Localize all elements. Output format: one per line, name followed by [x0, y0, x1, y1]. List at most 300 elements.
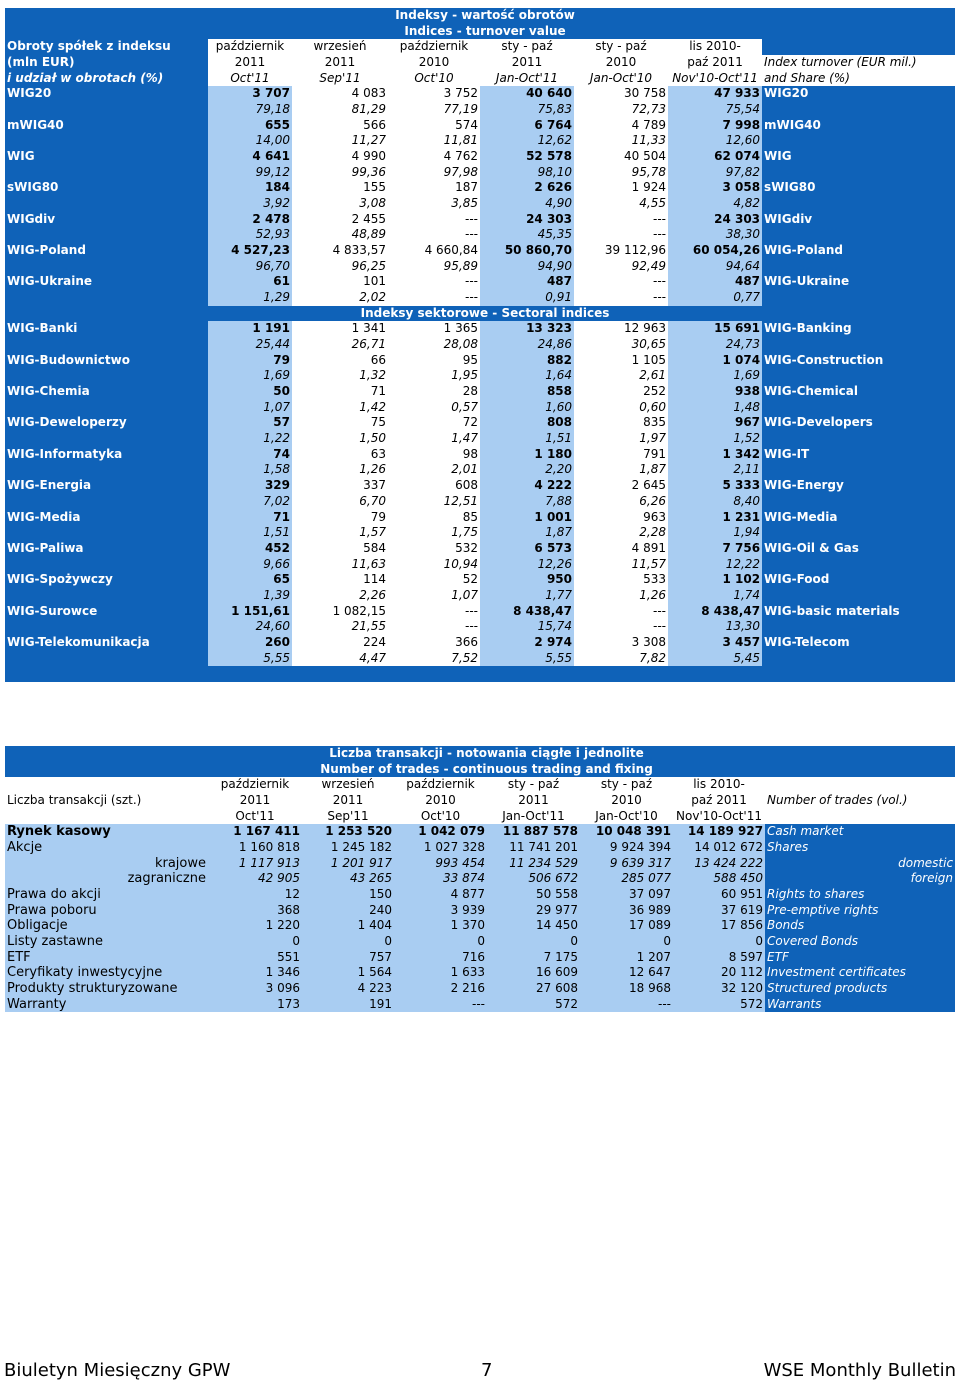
header-label: (mln EUR) [5, 55, 208, 71]
share-row [5, 196, 955, 212]
turnover-value: 4 083 [292, 86, 388, 102]
turnover-value: 65 [208, 572, 292, 588]
turnover-value: 3 752 [388, 86, 480, 102]
turnover-value: 98 [388, 447, 480, 463]
turnover-value: 1 341 [292, 321, 388, 337]
turnover-value: 584 [292, 541, 388, 557]
header-label-en: Number of trades (vol.) [765, 793, 955, 809]
index-row [5, 415, 955, 431]
footer-left: Biuletyn Miesięczny GPW [4, 1360, 231, 1381]
share-value: 92,49 [574, 259, 668, 275]
turnover-value: 75 [292, 415, 388, 431]
turnover-value: 50 [208, 384, 292, 400]
share-value: 30,65 [574, 337, 668, 353]
turnover-value: 260 [208, 635, 292, 651]
turnover-value: 4 762 [388, 149, 480, 165]
share-value: 1,48 [668, 400, 762, 416]
category-name-en: Rights to shares [765, 887, 955, 903]
blank-cell [5, 290, 208, 306]
column-header: lis 2010- [668, 39, 762, 55]
share-value: 13,30 [668, 619, 762, 635]
share-value: 12,26 [480, 557, 574, 573]
blank-cell [765, 762, 955, 778]
trades-row [5, 918, 955, 934]
trade-count: 17 856 [673, 918, 765, 934]
share-value: 94,90 [480, 259, 574, 275]
share-row [5, 431, 955, 447]
share-value: 4,47 [292, 651, 388, 667]
share-value: 1,64 [480, 368, 574, 384]
index-name: WIG-Surowce [5, 604, 208, 620]
turnover-value: 938 [668, 384, 762, 400]
blank-cell [762, 431, 955, 447]
index-row [5, 447, 955, 463]
column-header: Jan-Oct'11 [487, 809, 580, 825]
trades-row [5, 981, 955, 997]
share-value: 1,51 [480, 431, 574, 447]
turnover-value: 74 [208, 447, 292, 463]
column-header: lis 2010- [673, 777, 765, 793]
share-value: 5,45 [668, 651, 762, 667]
turnover-value: 252 [574, 384, 668, 400]
blank-cell [762, 24, 955, 40]
turnover-value: 62 074 [668, 149, 762, 165]
column-header: październik [208, 39, 292, 55]
column-header: 2011 [487, 793, 580, 809]
turnover-value: 61 [208, 274, 292, 290]
turnover-value: 1 924 [574, 180, 668, 196]
turnover-value: 40 640 [480, 86, 574, 102]
trades-row [5, 824, 955, 840]
blank-cell [762, 8, 955, 24]
column-header: sty - paź [574, 39, 668, 55]
share-row [5, 400, 955, 416]
turnover-value: 3 058 [668, 180, 762, 196]
turnover-value: 950 [480, 572, 574, 588]
turnover-value: 487 [668, 274, 762, 290]
trades-row [5, 934, 955, 950]
blank-cell [762, 494, 955, 510]
turnover-value: 4 789 [574, 118, 668, 134]
index-name: WIG-Poland [5, 243, 208, 259]
trade-count: 0 [580, 934, 673, 950]
blank-cell [762, 39, 955, 55]
index-name-en: WIG20 [762, 86, 955, 102]
turnover-value: 5 333 [668, 478, 762, 494]
trade-count: 4 877 [394, 887, 487, 903]
blank-cell [5, 227, 208, 243]
category-name: Prawa poboru [5, 903, 208, 919]
category-name: ETF [5, 950, 208, 966]
trade-count: 1 042 079 [394, 824, 487, 840]
trade-count: 12 647 [580, 965, 673, 981]
turnover-value: 532 [388, 541, 480, 557]
turnover-value: 7 756 [668, 541, 762, 557]
turnover-value: 1 001 [480, 510, 574, 526]
share-value: 1,94 [668, 525, 762, 541]
table-title: Indices - turnover value [208, 24, 762, 40]
column-header: Oct'11 [208, 809, 302, 825]
turnover-value: 2 974 [480, 635, 574, 651]
category-name-en: ETF [765, 950, 955, 966]
index-name: WIG-Deweloperzy [5, 415, 208, 431]
turnover-value: 329 [208, 478, 292, 494]
turnover-value: --- [388, 604, 480, 620]
index-name: WIG-Media [5, 510, 208, 526]
header-row [5, 793, 955, 809]
turnover-value: 95 [388, 353, 480, 369]
share-value: 14,00 [208, 133, 292, 149]
index-name-en: WIG-Chemical [762, 384, 955, 400]
share-value: 1,97 [574, 431, 668, 447]
trade-count: 11 887 578 [487, 824, 580, 840]
column-header: październik [208, 777, 302, 793]
turnover-value: --- [388, 274, 480, 290]
share-value: 1,60 [480, 400, 574, 416]
share-value: 97,82 [668, 165, 762, 181]
turnover-value: 655 [208, 118, 292, 134]
index-name-en: mWIG40 [762, 118, 955, 134]
share-value: 6,70 [292, 494, 388, 510]
share-row [5, 259, 955, 275]
share-value: 3,08 [292, 196, 388, 212]
blank-cell [762, 337, 955, 353]
category-name-en: Covered Bonds [765, 934, 955, 950]
blank-cell [762, 368, 955, 384]
share-value: 1,29 [208, 290, 292, 306]
trade-count: 33 874 [394, 871, 487, 887]
turnover-value: 224 [292, 635, 388, 651]
turnover-value: 452 [208, 541, 292, 557]
share-value: 77,19 [388, 102, 480, 118]
turnover-value: 574 [388, 118, 480, 134]
trade-count: 13 424 222 [673, 856, 765, 872]
blank-cell [765, 809, 955, 825]
column-header: paź 2011 [668, 55, 762, 71]
blank-cell [5, 431, 208, 447]
index-name-en: WIG-IT [762, 447, 955, 463]
share-value: 1,95 [388, 368, 480, 384]
turnover-value: 24 303 [480, 212, 574, 228]
footer-page-number: 7 [481, 1360, 493, 1381]
share-value: 3,92 [208, 196, 292, 212]
share-value: 1,75 [388, 525, 480, 541]
turnover-value: 187 [388, 180, 480, 196]
blank-cell [762, 462, 955, 478]
index-name: WIG-Informatyka [5, 447, 208, 463]
share-value: 9,66 [208, 557, 292, 573]
turnover-value: 2 645 [574, 478, 668, 494]
share-value: --- [388, 619, 480, 635]
share-row [5, 337, 955, 353]
turnover-value: 835 [574, 415, 668, 431]
trade-count: 572 [487, 997, 580, 1013]
index-row [5, 321, 955, 337]
blank-cell [5, 651, 208, 667]
share-value: 24,73 [668, 337, 762, 353]
header-row [5, 39, 955, 55]
share-value: 7,88 [480, 494, 574, 510]
column-header: paź 2011 [673, 793, 765, 809]
share-row [5, 227, 955, 243]
column-header: 2011 [208, 55, 292, 71]
share-value: 99,36 [292, 165, 388, 181]
title-row [5, 746, 955, 762]
turnover-value: 72 [388, 415, 480, 431]
trade-count: 14 450 [487, 918, 580, 934]
column-header: Oct'10 [388, 71, 480, 87]
share-value: --- [574, 619, 668, 635]
turnover-value: 12 963 [574, 321, 668, 337]
trade-count: 0 [487, 934, 580, 950]
turnover-value: 3 308 [574, 635, 668, 651]
trade-count: 1 207 [580, 950, 673, 966]
share-value: 38,30 [668, 227, 762, 243]
turnover-value: 155 [292, 180, 388, 196]
trade-count: 8 597 [673, 950, 765, 966]
trade-count: 1 220 [208, 918, 302, 934]
header-label: i udział w obrotach (%) [5, 71, 208, 87]
share-value: 15,74 [480, 619, 574, 635]
turnover-value: 184 [208, 180, 292, 196]
blank-cell [765, 746, 955, 762]
turnover-value: 1 102 [668, 572, 762, 588]
blank-cell [762, 290, 955, 306]
trade-count: 1 370 [394, 918, 487, 934]
share-value: 45,35 [480, 227, 574, 243]
blank-cell [762, 102, 955, 118]
blank-cell [5, 666, 955, 682]
share-row [5, 290, 955, 306]
share-value: 96,70 [208, 259, 292, 275]
filler-row [5, 666, 955, 682]
share-value: 1,69 [668, 368, 762, 384]
category-name-en: Cash market [765, 824, 955, 840]
turnover-value: 1 180 [480, 447, 574, 463]
share-value: 2,11 [668, 462, 762, 478]
trade-count: 10 048 391 [580, 824, 673, 840]
trade-count: 993 454 [394, 856, 487, 872]
turnover-value: 52 [388, 572, 480, 588]
share-value: 24,86 [480, 337, 574, 353]
turnover-value: 1 082,15 [292, 604, 388, 620]
column-header: Oct'11 [208, 71, 292, 87]
blank-cell [762, 619, 955, 635]
trade-count: 1 253 520 [302, 824, 394, 840]
share-row [5, 462, 955, 478]
turnover-value: 2 478 [208, 212, 292, 228]
share-value: 1,47 [388, 431, 480, 447]
share-value: 7,82 [574, 651, 668, 667]
index-row [5, 212, 955, 228]
turnover-value: 882 [480, 353, 574, 369]
share-value: 2,61 [574, 368, 668, 384]
column-header: 2011 [208, 793, 302, 809]
share-value: 5,55 [208, 651, 292, 667]
share-value: 96,25 [292, 259, 388, 275]
turnover-value: 114 [292, 572, 388, 588]
turnover-value: 4 891 [574, 541, 668, 557]
trade-count: 551 [208, 950, 302, 966]
trade-count: 572 [673, 997, 765, 1013]
column-header: Jan-Oct'10 [574, 71, 668, 87]
share-value: 25,44 [208, 337, 292, 353]
blank-cell [762, 400, 955, 416]
trade-count: 14 012 672 [673, 840, 765, 856]
category-name: Rynek kasowy [5, 824, 208, 840]
turnover-value: 28 [388, 384, 480, 400]
trade-count: 16 609 [487, 965, 580, 981]
trade-count: 173 [208, 997, 302, 1013]
index-name: sWIG80 [5, 180, 208, 196]
turnover-value: 337 [292, 478, 388, 494]
turnover-value: 1 105 [574, 353, 668, 369]
turnover-value: --- [574, 274, 668, 290]
index-row [5, 180, 955, 196]
share-value: 94,64 [668, 259, 762, 275]
trade-count: 1 167 411 [208, 824, 302, 840]
column-header: Jan-Oct'11 [480, 71, 574, 87]
title-row [5, 762, 955, 778]
share-value: 6,26 [574, 494, 668, 510]
trade-count: 1 117 913 [208, 856, 302, 872]
share-value: 4,90 [480, 196, 574, 212]
share-value: 1,07 [388, 588, 480, 604]
blank-cell [5, 588, 208, 604]
turnover-value: 6 573 [480, 541, 574, 557]
share-value: --- [574, 227, 668, 243]
column-header: wrzesień [302, 777, 394, 793]
turnover-value: 366 [388, 635, 480, 651]
share-value: 11,27 [292, 133, 388, 149]
index-name: WIG20 [5, 86, 208, 102]
category-name-en: domestic [765, 856, 955, 872]
turnover-value: 60 054,26 [668, 243, 762, 259]
table-title: Number of trades - continuous trading and fixing [208, 762, 765, 778]
share-row [5, 525, 955, 541]
trade-count: 588 450 [673, 871, 765, 887]
share-value: 48,89 [292, 227, 388, 243]
index-name-en: WIG-Poland [762, 243, 955, 259]
blank-cell [762, 259, 955, 275]
share-value: 1,42 [292, 400, 388, 416]
trade-count: 1 160 818 [208, 840, 302, 856]
trade-count: 11 741 201 [487, 840, 580, 856]
header-label: Liczba transakcji (szt.) [5, 793, 208, 809]
share-value: 75,54 [668, 102, 762, 118]
column-header: Nov'10-Oct'11 [668, 71, 762, 87]
turnover-value: 1 074 [668, 353, 762, 369]
trade-count: 20 112 [673, 965, 765, 981]
category-name: Obligacje [5, 918, 208, 934]
turnover-value: 85 [388, 510, 480, 526]
turnover-value: 66 [292, 353, 388, 369]
turnover-value: 4 833,57 [292, 243, 388, 259]
trade-count: 37 619 [673, 903, 765, 919]
category-name-en: Bonds [765, 918, 955, 934]
share-value: 1,58 [208, 462, 292, 478]
share-value: 1,74 [668, 588, 762, 604]
share-row [5, 588, 955, 604]
category-name-en: foreign [765, 871, 955, 887]
turnover-value: 967 [668, 415, 762, 431]
trades-row [5, 903, 955, 919]
share-value: 52,93 [208, 227, 292, 243]
table-title: Indeksy - wartość obrotów [208, 8, 762, 24]
blank-cell [5, 462, 208, 478]
number-of-trades-table [5, 746, 955, 1012]
column-header: 2010 [580, 793, 673, 809]
share-value: 79,18 [208, 102, 292, 118]
blank-cell [762, 651, 955, 667]
blank-cell [5, 368, 208, 384]
category-name: Listy zastawne [5, 934, 208, 950]
title-row [5, 24, 955, 40]
share-value: 1,87 [480, 525, 574, 541]
blank-cell [762, 306, 955, 322]
category-name: Produkty strukturyzowane [5, 981, 208, 997]
share-value: --- [388, 227, 480, 243]
index-name-en: WIG [762, 149, 955, 165]
share-value: 1,50 [292, 431, 388, 447]
blank-cell [762, 133, 955, 149]
share-value: 12,60 [668, 133, 762, 149]
trade-count: 1 404 [302, 918, 394, 934]
turnover-value: 608 [388, 478, 480, 494]
share-value: 7,02 [208, 494, 292, 510]
index-name: WIG-Banki [5, 321, 208, 337]
trade-count: 1 201 917 [302, 856, 394, 872]
blank-cell [5, 196, 208, 212]
share-value: 28,08 [388, 337, 480, 353]
index-name-en: WIG-Construction [762, 353, 955, 369]
trades-row [5, 950, 955, 966]
trade-count: 150 [302, 887, 394, 903]
trade-count: 1 564 [302, 965, 394, 981]
share-value: 1,51 [208, 525, 292, 541]
category-name-en: Shares [765, 840, 955, 856]
blank-cell [5, 102, 208, 118]
category-name: Warranty [5, 997, 208, 1013]
trade-count: 11 234 529 [487, 856, 580, 872]
share-value: 5,55 [480, 651, 574, 667]
index-row [5, 510, 955, 526]
turnover-value: 808 [480, 415, 574, 431]
trade-count: 0 [302, 934, 394, 950]
share-value: 24,60 [208, 619, 292, 635]
trades-row [5, 840, 955, 856]
header-label-en: and Share (%) [762, 71, 955, 87]
share-row [5, 133, 955, 149]
index-row [5, 118, 955, 134]
turnover-value: 47 933 [668, 86, 762, 102]
turnover-value: 1 365 [388, 321, 480, 337]
share-value: 0,91 [480, 290, 574, 306]
share-value: 0,77 [668, 290, 762, 306]
index-name-en: WIG-Food [762, 572, 955, 588]
share-row [5, 165, 955, 181]
share-value: 95,89 [388, 259, 480, 275]
header-label-en: Index turnover (EUR mil.) [762, 55, 955, 71]
share-value: 10,94 [388, 557, 480, 573]
index-row [5, 572, 955, 588]
header-row [5, 809, 955, 825]
trade-count: 18 968 [580, 981, 673, 997]
blank-cell [762, 557, 955, 573]
turnover-value: 858 [480, 384, 574, 400]
turnover-value: 2 455 [292, 212, 388, 228]
turnover-value: 101 [292, 274, 388, 290]
